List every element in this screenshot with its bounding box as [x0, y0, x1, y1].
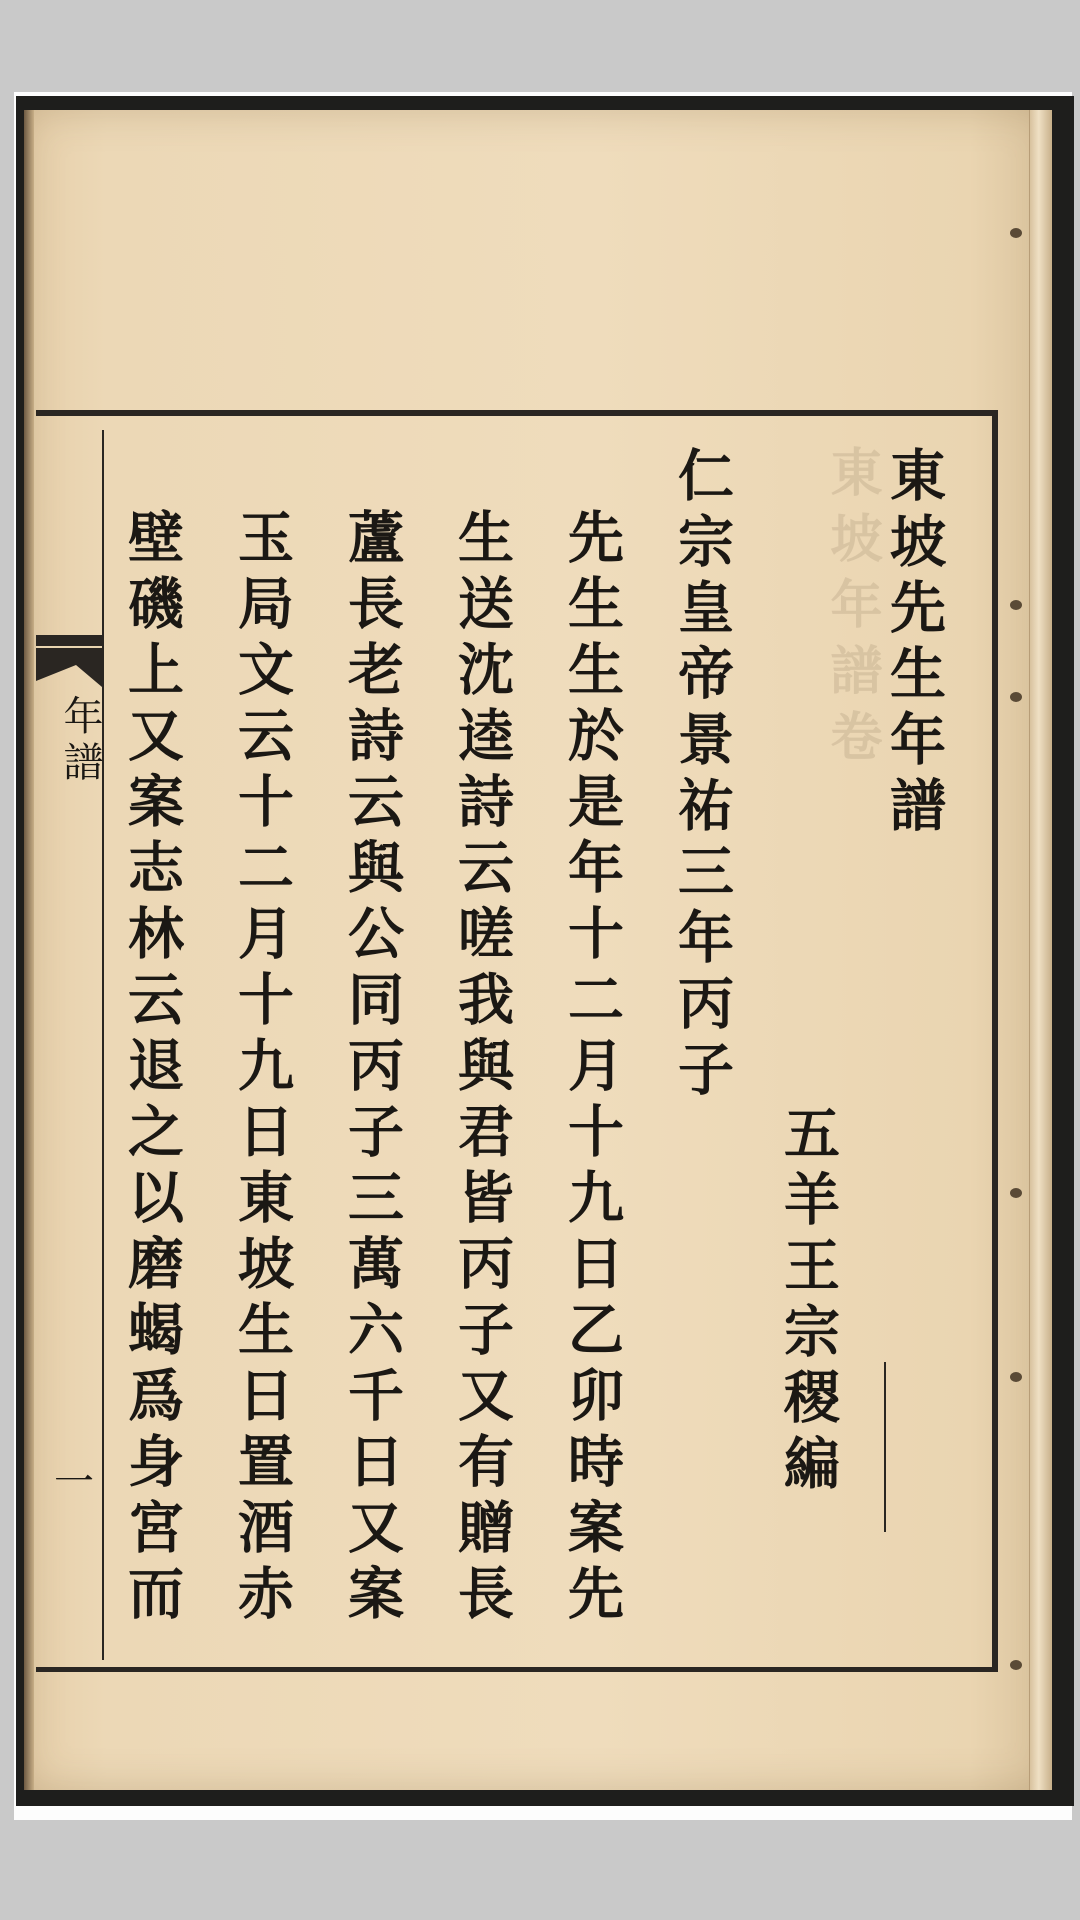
text-title: 東坡先生年譜	[881, 446, 947, 842]
margin-page-number: 一	[54, 1459, 94, 1505]
page-right-edge	[1029, 110, 1052, 1790]
text-column-3: 生送沈逵詩云嗟我與君皆丙子又有贈長	[449, 508, 515, 1630]
fish-tail-ornament	[36, 635, 102, 687]
text-column-6: 壁磯上又案志林云退之以磨蝎爲身宮而	[119, 508, 185, 1630]
text-column-1: 仁宗皇帝景祐三年丙子	[669, 446, 735, 1106]
signature-rule	[884, 1362, 886, 1532]
binding-hole-6	[1010, 1660, 1022, 1670]
margin-title: 年譜	[57, 695, 103, 787]
text-author: 五羊王宗稷編	[775, 1104, 841, 1500]
book-page	[24, 110, 1052, 1790]
binding-hole-1	[1010, 228, 1022, 238]
bleed-through-text: 東坡年譜卷	[821, 445, 882, 775]
binding-hole-2	[1010, 600, 1022, 610]
text-column-4: 蘆長老詩云與公同丙子三萬六千日又案	[339, 508, 405, 1630]
binding-hole-4	[1010, 1188, 1022, 1198]
binding-hole-3	[1010, 692, 1022, 702]
fold-line	[102, 430, 104, 1660]
text-column-2: 先生生於是年十二月十九日乙卯時案先	[559, 508, 625, 1630]
binding-hole-5	[1010, 1372, 1022, 1382]
page-left-edge	[24, 110, 34, 1790]
text-column-5: 玉局文云十二月十九日東坡生日置酒赤	[229, 508, 295, 1630]
